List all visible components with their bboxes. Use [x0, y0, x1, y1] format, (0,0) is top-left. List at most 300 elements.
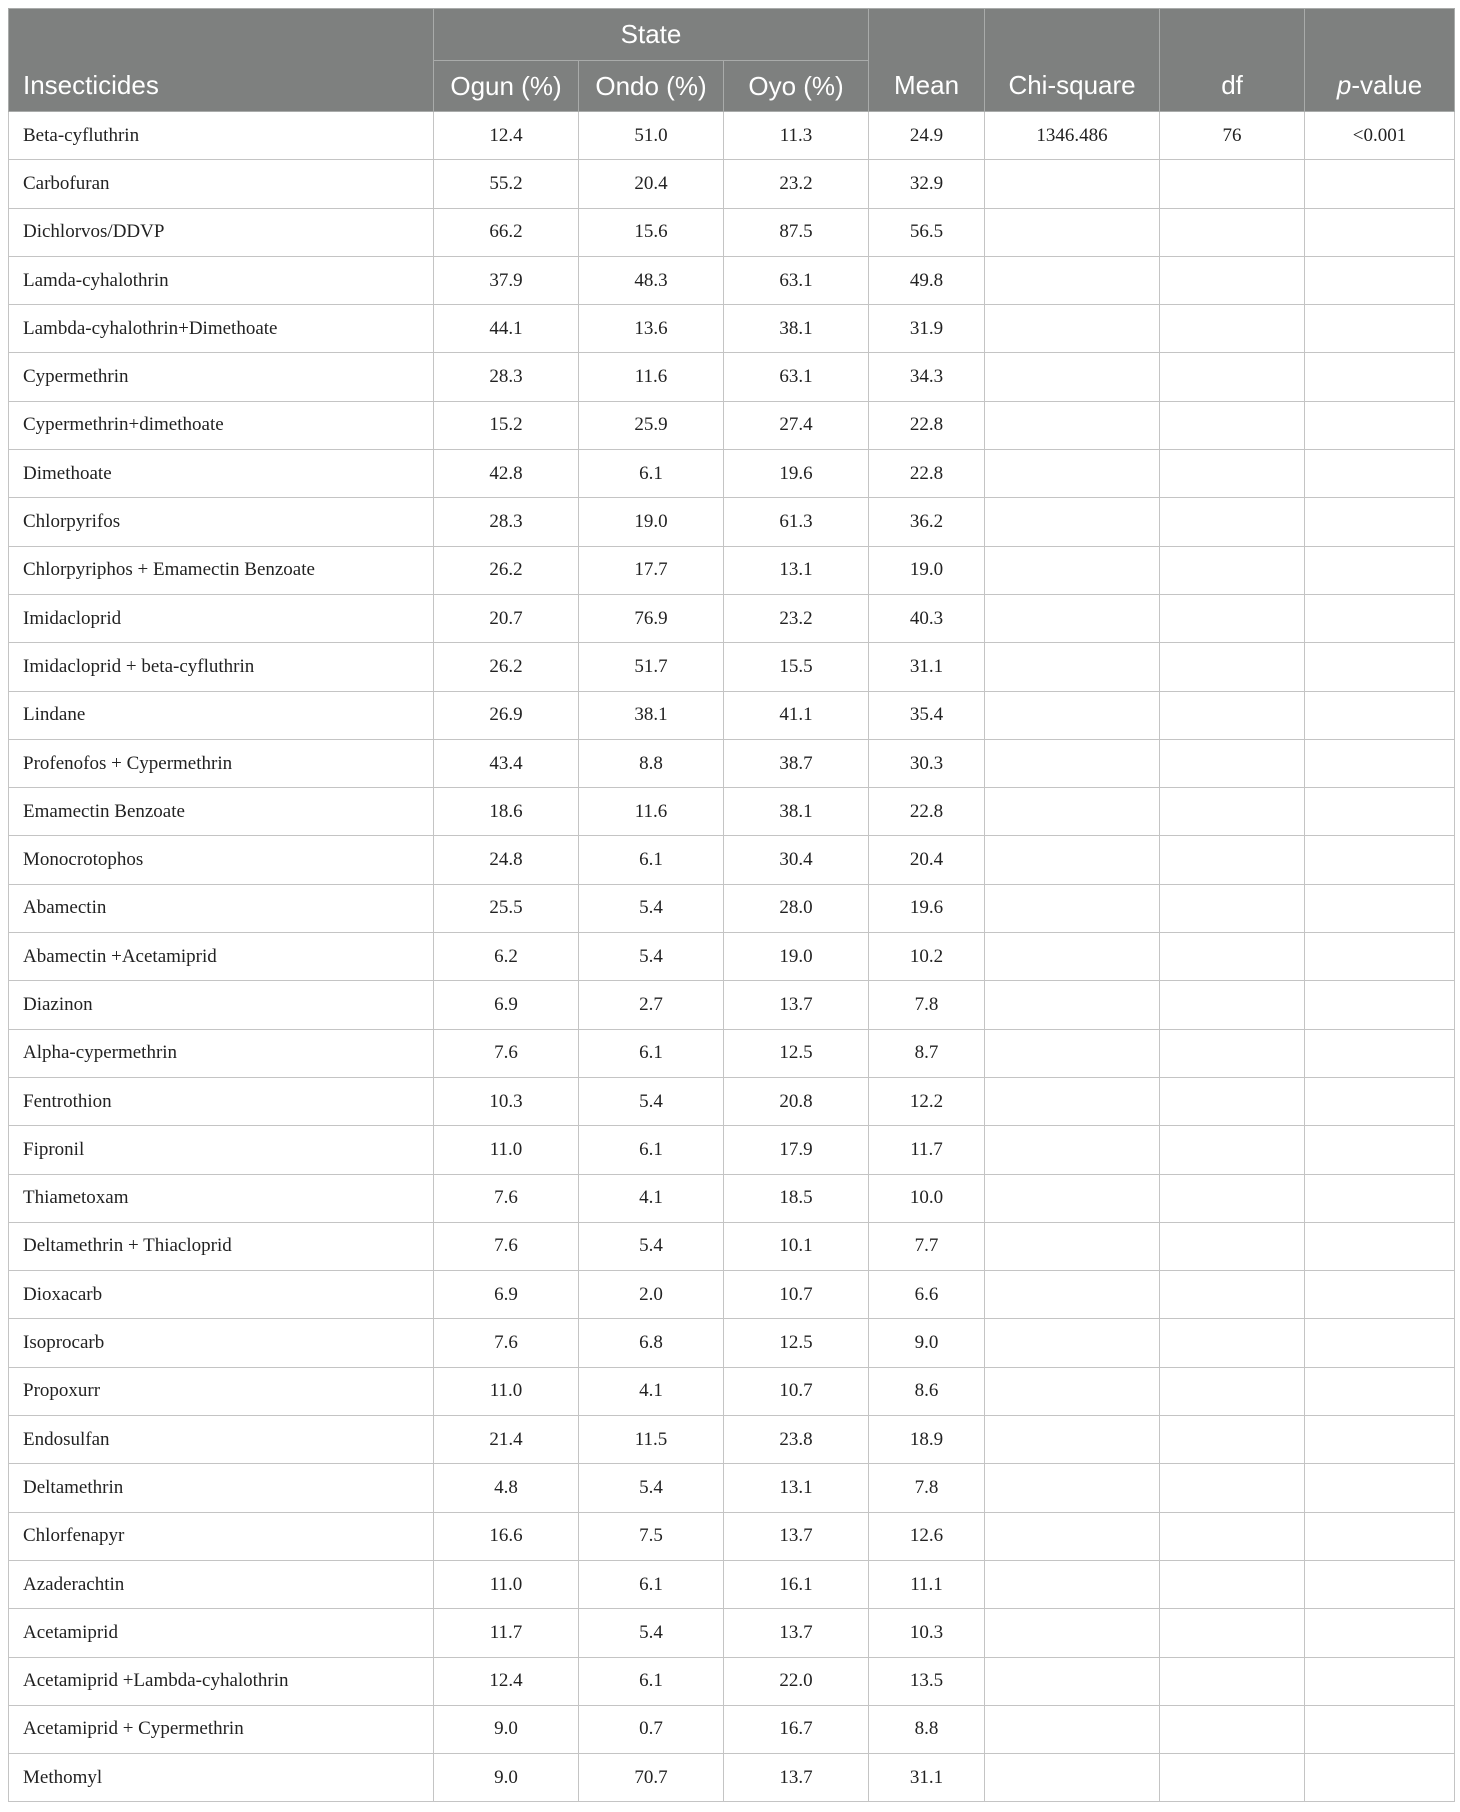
cell-df-empty	[1160, 1029, 1305, 1077]
cell-ondo: 6.8	[579, 1319, 724, 1367]
cell-df-empty	[1160, 1754, 1305, 1802]
cell-ogun: 25.5	[434, 884, 579, 932]
cell-insecticide: Chlorpyriphos + Emamectin Benzoate	[9, 546, 434, 594]
cell-chi-square-empty	[985, 1271, 1160, 1319]
cell-df-empty	[1160, 1222, 1305, 1270]
cell-oyo: 63.1	[724, 353, 869, 401]
cell-ondo: 5.4	[579, 1222, 724, 1270]
cell-p-value-empty	[1305, 1560, 1455, 1608]
cell-p-value-empty	[1305, 1126, 1455, 1174]
cell-ondo: 8.8	[579, 739, 724, 787]
cell-mean: 19.0	[869, 546, 985, 594]
cell-oyo: 41.1	[724, 691, 869, 739]
cell-df-empty	[1160, 305, 1305, 353]
cell-chi-square-empty	[985, 1319, 1160, 1367]
cell-oyo: 16.1	[724, 1560, 869, 1608]
cell-ogun: 6.2	[434, 933, 579, 981]
cell-chi-square-empty	[985, 256, 1160, 304]
cell-df-empty	[1160, 1416, 1305, 1464]
cell-oyo: 61.3	[724, 498, 869, 546]
cell-df-empty	[1160, 1174, 1305, 1222]
cell-p-value-empty	[1305, 884, 1455, 932]
cell-ondo: 6.1	[579, 1657, 724, 1705]
cell-ondo: 5.4	[579, 933, 724, 981]
table-row	[9, 643, 1455, 691]
cell-p-value-empty	[1305, 691, 1455, 739]
cell-mean: 32.9	[869, 160, 985, 208]
cell-mean: 8.8	[869, 1705, 985, 1753]
cell-df-empty	[1160, 1367, 1305, 1415]
cell-p-value-empty	[1305, 788, 1455, 836]
cell-p-value-empty	[1305, 933, 1455, 981]
cell-mean: 22.8	[869, 788, 985, 836]
cell-oyo: 10.7	[724, 1367, 869, 1415]
cell-oyo: 13.1	[724, 546, 869, 594]
cell-p-value-empty	[1305, 353, 1455, 401]
table-row	[9, 112, 1455, 160]
cell-insecticide: Abamectin	[9, 884, 434, 932]
cell-oyo: 13.1	[724, 1464, 869, 1512]
cell-insecticide: Deltamethrin	[9, 1464, 434, 1512]
table-row	[9, 450, 1455, 498]
cell-oyo: 22.0	[724, 1657, 869, 1705]
cell-ondo: 70.7	[579, 1754, 724, 1802]
cell-ogun: 16.6	[434, 1512, 579, 1560]
cell-mean: 9.0	[869, 1319, 985, 1367]
cell-p-value-empty	[1305, 594, 1455, 642]
cell-p-value-empty	[1305, 1077, 1455, 1125]
table-row	[9, 836, 1455, 884]
cell-df-empty	[1160, 1657, 1305, 1705]
cell-chi-square-empty	[985, 305, 1160, 353]
cell-p-value-empty	[1305, 1657, 1455, 1705]
table-row	[9, 1705, 1455, 1753]
cell-df-empty	[1160, 739, 1305, 787]
cell-oyo: 19.6	[724, 450, 869, 498]
cell-insecticide: Methomyl	[9, 1754, 434, 1802]
cell-chi-square-empty	[985, 739, 1160, 787]
cell-mean: 6.6	[869, 1271, 985, 1319]
cell-df-empty	[1160, 1464, 1305, 1512]
cell-ogun: 24.8	[434, 836, 579, 884]
cell-ogun: 7.6	[434, 1029, 579, 1077]
cell-mean: 8.7	[869, 1029, 985, 1077]
cell-insecticide: Cypermethrin	[9, 353, 434, 401]
cell-p-value-empty	[1305, 546, 1455, 594]
cell-oyo: 27.4	[724, 401, 869, 449]
cell-mean: 8.6	[869, 1367, 985, 1415]
cell-df-empty	[1160, 1271, 1305, 1319]
cell-insecticide: Dioxacarb	[9, 1271, 434, 1319]
table-row	[9, 1657, 1455, 1705]
cell-insecticide: Emamectin Benzoate	[9, 788, 434, 836]
cell-mean: 34.3	[869, 353, 985, 401]
cell-insecticide: Endosulfan	[9, 1416, 434, 1464]
cell-df-empty	[1160, 160, 1305, 208]
header-mean: Mean	[869, 9, 985, 112]
table-row	[9, 739, 1455, 787]
cell-oyo: 28.0	[724, 884, 869, 932]
cell-insecticide: Cypermethrin+dimethoate	[9, 401, 434, 449]
cell-ogun: 26.9	[434, 691, 579, 739]
cell-insecticide: Profenofos + Cypermethrin	[9, 739, 434, 787]
cell-chi-square-empty	[985, 1174, 1160, 1222]
cell-mean: 49.8	[869, 256, 985, 304]
cell-mean: 31.1	[869, 1754, 985, 1802]
cell-oyo: 17.9	[724, 1126, 869, 1174]
cell-chi-square-empty	[985, 401, 1160, 449]
cell-p-value-empty	[1305, 1464, 1455, 1512]
header-chi-square: Chi-square	[985, 9, 1160, 112]
table-row	[9, 1077, 1455, 1125]
cell-ondo: 17.7	[579, 546, 724, 594]
table-row	[9, 933, 1455, 981]
header-state: State	[434, 9, 869, 61]
cell-p-value: <0.001	[1305, 112, 1455, 160]
cell-p-value-empty	[1305, 739, 1455, 787]
cell-ondo: 2.0	[579, 1271, 724, 1319]
cell-ondo: 4.1	[579, 1174, 724, 1222]
cell-insecticide: Chlorpyrifos	[9, 498, 434, 546]
cell-insecticide: Isoprocarb	[9, 1319, 434, 1367]
cell-ogun: 42.8	[434, 450, 579, 498]
cell-chi-square-empty	[985, 1512, 1160, 1560]
cell-mean: 18.9	[869, 1416, 985, 1464]
cell-oyo: 12.5	[724, 1029, 869, 1077]
cell-ondo: 2.7	[579, 981, 724, 1029]
cell-chi-square-empty	[985, 1029, 1160, 1077]
cell-ondo: 11.6	[579, 353, 724, 401]
cell-insecticide: Lamda-cyhalothrin	[9, 256, 434, 304]
cell-insecticide: Alpha-cypermethrin	[9, 1029, 434, 1077]
cell-p-value-empty	[1305, 1367, 1455, 1415]
cell-insecticide: Chlorfenapyr	[9, 1512, 434, 1560]
cell-insecticide: Lambda-cyhalothrin+Dimethoate	[9, 305, 434, 353]
cell-ogun: 28.3	[434, 353, 579, 401]
cell-chi-square-empty	[985, 1609, 1160, 1657]
cell-p-value-empty	[1305, 160, 1455, 208]
cell-ogun: 10.3	[434, 1077, 579, 1125]
cell-p-value-empty	[1305, 401, 1455, 449]
header-ondo: Ondo (%)	[579, 61, 724, 112]
cell-oyo: 13.7	[724, 1609, 869, 1657]
cell-chi-square-empty	[985, 1560, 1160, 1608]
cell-ogun: 4.8	[434, 1464, 579, 1512]
cell-p-value-empty	[1305, 1271, 1455, 1319]
table-row	[9, 1464, 1455, 1512]
cell-ogun: 6.9	[434, 981, 579, 1029]
cell-mean: 7.7	[869, 1222, 985, 1270]
cell-chi-square-empty	[985, 1657, 1160, 1705]
cell-ogun: 7.6	[434, 1319, 579, 1367]
cell-ogun: 21.4	[434, 1416, 579, 1464]
cell-ondo: 4.1	[579, 1367, 724, 1415]
cell-insecticide: Propoxurr	[9, 1367, 434, 1415]
p-value-italic-p: p	[1336, 70, 1352, 100]
cell-insecticide: Abamectin +Acetamiprid	[9, 933, 434, 981]
cell-chi-square-empty	[985, 1367, 1160, 1415]
cell-chi-square-empty	[985, 450, 1160, 498]
cell-mean: 13.5	[869, 1657, 985, 1705]
cell-df-empty	[1160, 546, 1305, 594]
cell-df-empty	[1160, 498, 1305, 546]
cell-chi-square-empty	[985, 208, 1160, 256]
cell-chi-square-empty	[985, 981, 1160, 1029]
cell-ondo: 51.0	[579, 112, 724, 160]
cell-p-value-empty	[1305, 498, 1455, 546]
cell-mean: 56.5	[869, 208, 985, 256]
cell-oyo: 20.8	[724, 1077, 869, 1125]
cell-ogun: 6.9	[434, 1271, 579, 1319]
cell-ogun: 7.6	[434, 1174, 579, 1222]
table-header	[9, 9, 1455, 112]
cell-mean: 10.3	[869, 1609, 985, 1657]
cell-chi-square-empty	[985, 1126, 1160, 1174]
cell-chi-square: 1346.486	[985, 112, 1160, 160]
cell-ogun: 44.1	[434, 305, 579, 353]
cell-oyo: 10.7	[724, 1271, 869, 1319]
cell-ondo: 25.9	[579, 401, 724, 449]
cell-oyo: 23.2	[724, 160, 869, 208]
table-row	[9, 256, 1455, 304]
cell-p-value-empty	[1305, 1174, 1455, 1222]
cell-mean: 10.0	[869, 1174, 985, 1222]
cell-ondo: 11.5	[579, 1416, 724, 1464]
cell-chi-square-empty	[985, 691, 1160, 739]
cell-mean: 30.3	[869, 739, 985, 787]
cell-ogun: 9.0	[434, 1705, 579, 1753]
cell-oyo: 19.0	[724, 933, 869, 981]
cell-ogun: 28.3	[434, 498, 579, 546]
cell-ogun: 9.0	[434, 1754, 579, 1802]
cell-insecticide: Acetamiprid +Lambda-cyhalothrin	[9, 1657, 434, 1705]
cell-mean: 10.2	[869, 933, 985, 981]
cell-ogun: 26.2	[434, 546, 579, 594]
cell-df-empty	[1160, 691, 1305, 739]
table-row	[9, 1416, 1455, 1464]
cell-oyo: 13.7	[724, 1754, 869, 1802]
cell-p-value-empty	[1305, 305, 1455, 353]
cell-ogun: 11.7	[434, 1609, 579, 1657]
cell-df-empty	[1160, 594, 1305, 642]
header-oyo: Oyo (%)	[724, 61, 869, 112]
cell-df-empty	[1160, 643, 1305, 691]
cell-insecticide: Deltamethrin + Thiacloprid	[9, 1222, 434, 1270]
table-row	[9, 1271, 1455, 1319]
cell-df-empty	[1160, 788, 1305, 836]
cell-p-value-empty	[1305, 1029, 1455, 1077]
table-row	[9, 1222, 1455, 1270]
cell-insecticide: Dichlorvos/DDVP	[9, 208, 434, 256]
cell-ogun: 11.0	[434, 1126, 579, 1174]
cell-mean: 19.6	[869, 884, 985, 932]
cell-df-empty	[1160, 256, 1305, 304]
cell-ondo: 76.9	[579, 594, 724, 642]
cell-mean: 22.8	[869, 401, 985, 449]
cell-ogun: 12.4	[434, 1657, 579, 1705]
cell-ondo: 13.6	[579, 305, 724, 353]
cell-ogun: 11.0	[434, 1560, 579, 1608]
table-row	[9, 160, 1455, 208]
cell-df-empty	[1160, 401, 1305, 449]
cell-oyo: 16.7	[724, 1705, 869, 1753]
cell-p-value-empty	[1305, 836, 1455, 884]
cell-df-empty	[1160, 1319, 1305, 1367]
cell-oyo: 38.7	[724, 739, 869, 787]
cell-oyo: 23.2	[724, 594, 869, 642]
p-value-suffix: -value	[1351, 70, 1423, 100]
cell-p-value-empty	[1305, 1705, 1455, 1753]
cell-chi-square-empty	[985, 1754, 1160, 1802]
table-row	[9, 546, 1455, 594]
cell-ogun: 11.0	[434, 1367, 579, 1415]
cell-chi-square-empty	[985, 1705, 1160, 1753]
cell-mean: 7.8	[869, 981, 985, 1029]
cell-mean: 36.2	[869, 498, 985, 546]
cell-df-empty	[1160, 836, 1305, 884]
table-row	[9, 498, 1455, 546]
table-row	[9, 1126, 1455, 1174]
cell-ondo: 6.1	[579, 450, 724, 498]
cell-chi-square-empty	[985, 836, 1160, 884]
table-row	[9, 305, 1455, 353]
cell-oyo: 13.7	[724, 1512, 869, 1560]
cell-chi-square-empty	[985, 353, 1160, 401]
table-row	[9, 788, 1455, 836]
cell-mean: 24.9	[869, 112, 985, 160]
cell-oyo: 30.4	[724, 836, 869, 884]
cell-mean: 22.8	[869, 450, 985, 498]
header-p-value	[1305, 9, 1455, 112]
cell-oyo: 63.1	[724, 256, 869, 304]
table-row	[9, 208, 1455, 256]
cell-df-empty	[1160, 208, 1305, 256]
cell-chi-square-empty	[985, 788, 1160, 836]
cell-insecticide: Azaderachtin	[9, 1560, 434, 1608]
cell-insecticide: Dimethoate	[9, 450, 434, 498]
table-row	[9, 1560, 1455, 1608]
insecticide-usage-table	[8, 8, 1455, 1802]
cell-insecticide: Thiametoxam	[9, 1174, 434, 1222]
cell-oyo: 12.5	[724, 1319, 869, 1367]
cell-df-empty	[1160, 1077, 1305, 1125]
cell-df-empty	[1160, 981, 1305, 1029]
cell-chi-square-empty	[985, 1222, 1160, 1270]
table-row	[9, 1029, 1455, 1077]
cell-insecticide: Fentrothion	[9, 1077, 434, 1125]
cell-chi-square-empty	[985, 1416, 1160, 1464]
cell-insecticide: Lindane	[9, 691, 434, 739]
cell-ondo: 51.7	[579, 643, 724, 691]
cell-ogun: 37.9	[434, 256, 579, 304]
cell-p-value-empty	[1305, 450, 1455, 498]
cell-mean: 12.2	[869, 1077, 985, 1125]
table-row	[9, 1512, 1455, 1560]
cell-oyo: 13.7	[724, 981, 869, 1029]
cell-ondo: 6.1	[579, 836, 724, 884]
cell-insecticide: Fipronil	[9, 1126, 434, 1174]
cell-p-value-empty	[1305, 981, 1455, 1029]
cell-ogun: 20.7	[434, 594, 579, 642]
cell-df-empty	[1160, 1512, 1305, 1560]
cell-p-value-empty	[1305, 1609, 1455, 1657]
cell-mean: 35.4	[869, 691, 985, 739]
cell-df-empty	[1160, 1126, 1305, 1174]
cell-chi-square-empty	[985, 884, 1160, 932]
cell-chi-square-empty	[985, 546, 1160, 594]
cell-oyo: 10.1	[724, 1222, 869, 1270]
cell-ondo: 20.4	[579, 160, 724, 208]
cell-ondo: 5.4	[579, 1464, 724, 1512]
cell-mean: 11.1	[869, 1560, 985, 1608]
cell-chi-square-empty	[985, 160, 1160, 208]
cell-ogun: 66.2	[434, 208, 579, 256]
cell-ondo: 6.1	[579, 1126, 724, 1174]
cell-ogun: 43.4	[434, 739, 579, 787]
cell-chi-square-empty	[985, 933, 1160, 981]
cell-ondo: 15.6	[579, 208, 724, 256]
cell-mean: 31.9	[869, 305, 985, 353]
header-df: df	[1160, 9, 1305, 112]
cell-mean: 20.4	[869, 836, 985, 884]
header-insecticides: Insecticides	[9, 9, 434, 112]
cell-mean: 7.8	[869, 1464, 985, 1512]
cell-mean: 12.6	[869, 1512, 985, 1560]
cell-p-value-empty	[1305, 256, 1455, 304]
cell-chi-square-empty	[985, 594, 1160, 642]
table-row	[9, 1367, 1455, 1415]
cell-df-empty	[1160, 933, 1305, 981]
table-row	[9, 594, 1455, 642]
cell-mean: 40.3	[869, 594, 985, 642]
cell-insecticide: Carbofuran	[9, 160, 434, 208]
table-body	[9, 112, 1455, 1802]
cell-insecticide: Imidacloprid	[9, 594, 434, 642]
cell-df-empty	[1160, 1560, 1305, 1608]
cell-df-empty	[1160, 450, 1305, 498]
cell-p-value-empty	[1305, 643, 1455, 691]
cell-insecticide: Beta-cyfluthrin	[9, 112, 434, 160]
cell-insecticide: Acetamiprid + Cypermethrin	[9, 1705, 434, 1753]
cell-p-value-empty	[1305, 1512, 1455, 1560]
cell-ogun: 55.2	[434, 160, 579, 208]
table-row	[9, 353, 1455, 401]
cell-ogun: 26.2	[434, 643, 579, 691]
cell-p-value-empty	[1305, 1754, 1455, 1802]
cell-chi-square-empty	[985, 1077, 1160, 1125]
table-row	[9, 981, 1455, 1029]
table-row	[9, 1754, 1455, 1802]
cell-ondo: 5.4	[579, 1609, 724, 1657]
cell-chi-square-empty	[985, 1464, 1160, 1512]
cell-chi-square-empty	[985, 643, 1160, 691]
cell-insecticide: Diazinon	[9, 981, 434, 1029]
cell-oyo: 38.1	[724, 305, 869, 353]
table-row	[9, 691, 1455, 739]
cell-ondo: 11.6	[579, 788, 724, 836]
cell-oyo: 18.5	[724, 1174, 869, 1222]
cell-oyo: 15.5	[724, 643, 869, 691]
header-ogun: Ogun (%)	[434, 61, 579, 112]
cell-ondo: 19.0	[579, 498, 724, 546]
table-row	[9, 1609, 1455, 1657]
cell-p-value-empty	[1305, 1222, 1455, 1270]
cell-df-empty	[1160, 353, 1305, 401]
cell-insecticide: Imidacloprid + beta-cyfluthrin	[9, 643, 434, 691]
cell-oyo: 11.3	[724, 112, 869, 160]
cell-ondo: 6.1	[579, 1029, 724, 1077]
cell-ogun: 7.6	[434, 1222, 579, 1270]
